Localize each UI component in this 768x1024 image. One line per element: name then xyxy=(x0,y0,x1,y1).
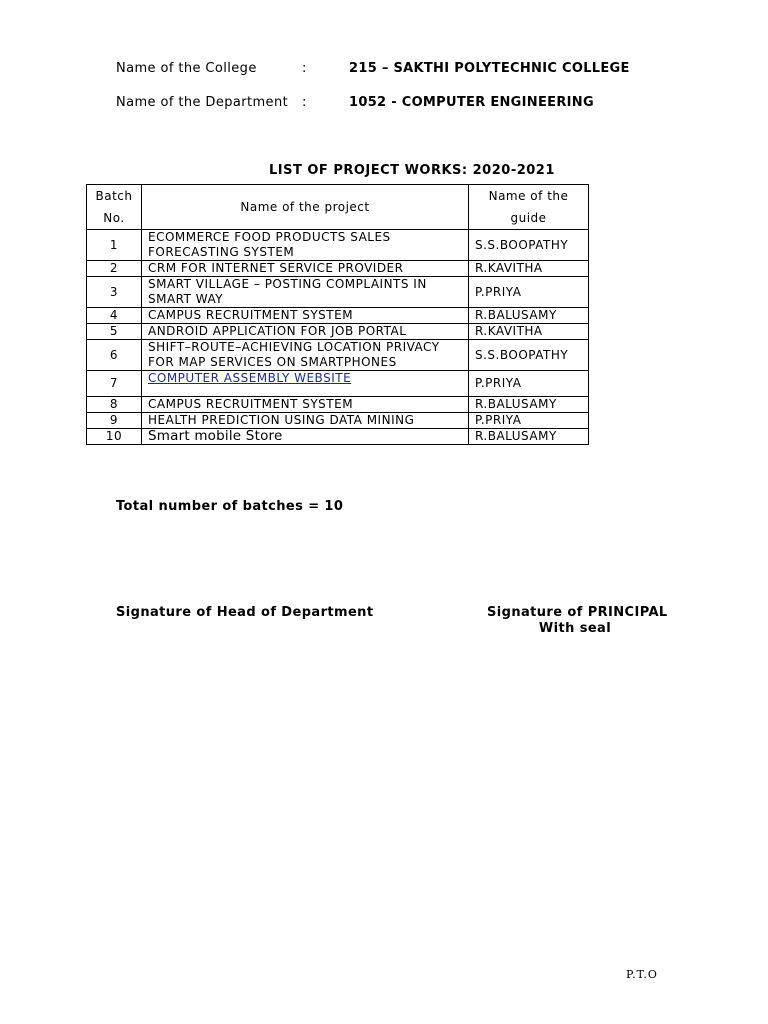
signature-principal-line1: Signature of PRINCIPAL xyxy=(487,605,668,620)
college-separator: : xyxy=(302,61,307,76)
department-name: 1052 - COMPUTER ENGINEERING xyxy=(349,95,594,110)
guide-name: R.KAVITHA xyxy=(469,261,589,277)
signature-principal xyxy=(487,605,668,636)
project-name-line1: SHIFT–ROUTE–ACHIEVING LOCATION PRIVACY xyxy=(148,340,440,354)
batch-number: 7 xyxy=(87,371,142,397)
table-row xyxy=(87,324,589,340)
project-link[interactable]: COMPUTER ASSEMBLY WEBSITE xyxy=(148,371,352,385)
guide-name: S.S.BOOPATHY xyxy=(469,230,589,261)
project-name-line2: FORECASTING SYSTEM xyxy=(148,245,295,259)
guide-name: R.BALUSAMY xyxy=(469,429,589,445)
list-title: LIST OF PROJECT WORKS: 2020-2021 xyxy=(269,163,555,178)
project-name xyxy=(142,371,469,397)
batch-number: 2 xyxy=(87,261,142,277)
project-name-line2: SMART WAY xyxy=(148,292,224,306)
project-name: CAMPUS RECRUITMENT SYSTEM xyxy=(142,397,469,413)
table-row xyxy=(87,340,589,371)
total-batches: Total number of batches = 10 xyxy=(116,499,344,514)
batch-number: 8 xyxy=(87,397,142,413)
project-name: ANDROID APPLICATION FOR JOB PORTAL xyxy=(142,324,469,340)
batch-number: 4 xyxy=(87,308,142,324)
table-row xyxy=(87,429,589,445)
header-guide-line2: guide xyxy=(510,211,547,225)
department-label: Name of the Department xyxy=(116,95,289,110)
batch-number: 3 xyxy=(87,277,142,308)
project-name-line2: FOR MAP SERVICES ON SMARTPHONES xyxy=(148,355,397,369)
signature-principal-line2: With seal xyxy=(538,621,612,636)
table-row xyxy=(87,261,589,277)
header-guide xyxy=(469,185,589,230)
header-batch-line1: Batch xyxy=(95,189,133,203)
guide-name: R.BALUSAMY xyxy=(469,308,589,324)
project-name-line1: ECOMMERCE FOOD PRODUCTS SALES xyxy=(148,230,391,244)
project-table xyxy=(86,184,589,445)
batch-number: 9 xyxy=(87,413,142,429)
guide-name: P.PRIYA xyxy=(469,277,589,308)
project-name xyxy=(142,277,469,308)
batch-number: 10 xyxy=(87,429,142,445)
guide-name: P.PRIYA xyxy=(469,413,589,429)
signature-hod: Signature of Head of Department xyxy=(116,605,374,620)
header-batch-line2: No. xyxy=(103,211,125,225)
project-name xyxy=(142,230,469,261)
table-row xyxy=(87,397,589,413)
table-row xyxy=(87,277,589,308)
pto-marker: P.T.O xyxy=(626,968,658,981)
project-name: Smart mobile Store xyxy=(142,429,469,445)
project-name: HEALTH PREDICTION USING DATA MINING xyxy=(142,413,469,429)
guide-name: R.BALUSAMY xyxy=(469,397,589,413)
project-name: CRM FOR INTERNET SERVICE PROVIDER xyxy=(142,261,469,277)
table-row xyxy=(87,371,589,397)
project-name: CAMPUS RECRUITMENT SYSTEM xyxy=(142,308,469,324)
batch-number: 1 xyxy=(87,230,142,261)
table-row xyxy=(87,413,589,429)
guide-name: R.KAVITHA xyxy=(469,324,589,340)
table-row xyxy=(87,230,589,261)
batch-number: 5 xyxy=(87,324,142,340)
department-separator: : xyxy=(302,95,307,110)
guide-name: S.S.BOOPATHY xyxy=(469,340,589,371)
guide-name: P.PRIYA xyxy=(469,371,589,397)
header-project: Name of the project xyxy=(142,185,469,230)
project-name-line1: SMART VILLAGE – POSTING COMPLAINTS IN xyxy=(148,277,427,291)
college-label: Name of the College xyxy=(116,61,257,76)
table-row xyxy=(87,308,589,324)
project-name xyxy=(142,340,469,371)
table-header-row xyxy=(87,185,589,230)
college-name: 215 – SAKTHI POLYTECHNIC COLLEGE xyxy=(349,61,630,76)
batch-number: 6 xyxy=(87,340,142,371)
header-batch xyxy=(87,185,142,230)
header-guide-line1: Name of the xyxy=(488,189,569,203)
